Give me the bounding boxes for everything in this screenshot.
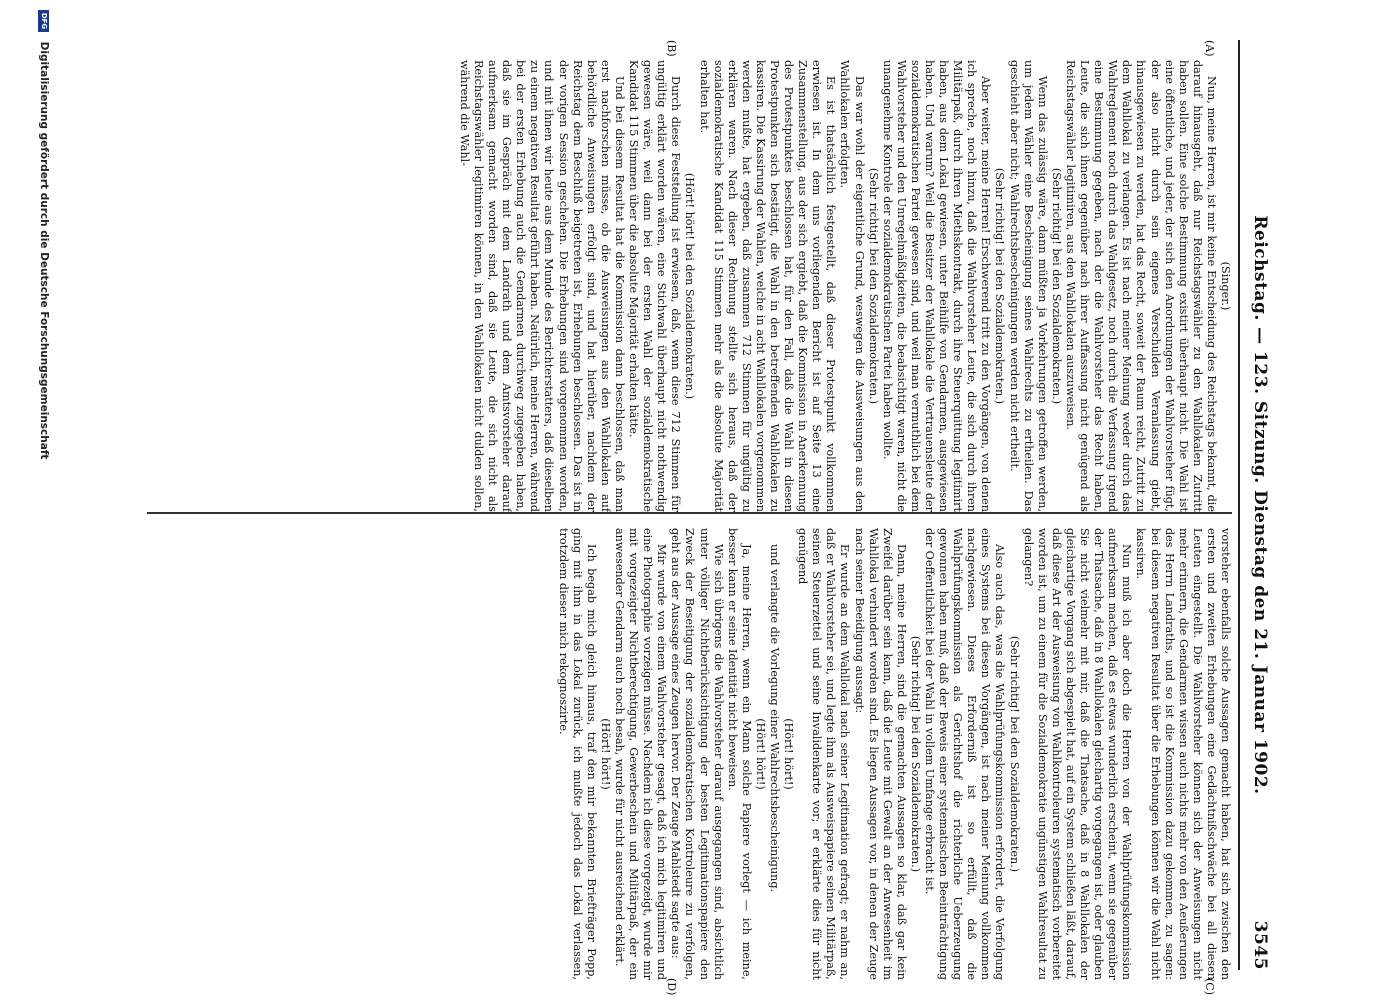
speaker-name: (Singer.): [1219, 261, 1232, 311]
paragraph: Dann, meine Herren, sind die gemachten Aussagen so klar, daß gar kein Zweifel darüber sein kann, daß die Leute mit Gewalt an der Anwesenheit im Wahllokal verhindert worden sind. Es liegen Aussagen vor, in denen der Zeuge nach seiner Beeidigung aussagt:: [852, 528, 908, 980]
margin-marker-a: (A): [1203, 40, 1216, 57]
quoted-testimony: und verlangte die Vorlegung einer Wahlrechtsbescheinigung.: [768, 544, 781, 893]
quoted-testimony: Er wurde an dem Wahllokal nach seiner Legitimation gefragt; er nahm an, daß er Wahlvorsteher sei, und legte ihm als Ausweispapiere seinen Militärpaß, seinen Steuerzettel und seine Invalidenkarte vor; er erklärte dies für nicht genügend: [796, 528, 852, 980]
paragraph: Ja, meine Herren, wenn ein Mann solche Papiere vorlegt — ich meine, besser kann er seine Identität nicht beweisen.: [725, 528, 753, 980]
digitization-footer: [30, 10, 50, 995]
quoted-testimony: Mir wurde von einem Wahlvorsteher gesagt, daß ich mich legitimiren und eine Photographie vorzeigen müsse. Nachdem ich diese vorgezeigt, wurde mir mit vorgezeigter Nichtberechtigung, Gewerbeschein und Militärpaß, der ein anwesender Gendarm auch noch besah, wurde für nicht ausreichend erklärt.: [612, 528, 669, 980]
paragraph: Also auch das, was die Wahlprüfungskommission erfordert, die Verfolgung eines Systems bei diesen Vorgängen, ist nach meiner Meinung vollkommen nachgewiesen. Dieses Erforderniß ist so erfüllt, daß die Wahlprüfungskommission als Gerichtshof die richterliche Ueberzeugung gewonnen haben muß, daß der Beweis einer systematischen Beeinträchtigung der Oeffentlichkeit bei der Wahl in vollem Umfange erbracht ist.: [923, 528, 1007, 980]
paragraph: Wenn das zulässig wäre, dann müßten ja Vorkehrungen getroffen werden, um jedem Wähler eine Bescheinigung seines Wahlrechts zu ertheilen. Das geschieht aber nicht; Wahlrechtsbescheinigungen werden nicht ertheilt.: [1007, 60, 1049, 512]
interjection: (Hört! hört!): [782, 718, 796, 790]
running-title: Reichstag. — 123. Sitzung. Dienstag den 21. Januar 1902.: [1250, 215, 1270, 795]
paragraph: Und bei diesem Resultat hat die Kommission dann beschlossen, daß man erst nachforschen müsse, ob die Ausweisungen aus den Wahllokalen auf behördliche Anweisungen erfolgt sind, und hat hierüber, nachdem der Reichstag dem Beschluß beigetreten ist, Erhebungen beschlossen. Das ist in der vorigen Session geschehen. Die Erhebungen sind vorgenommen worden, und mit ihnen wir heute aus dem Munde des Berichterstatters, daß dieselben zu einem negativen Resultat geführt haben. Natürlich, meine Herren, während bei der ersten Erhebung auch die Gendarmen durchweg zugegeben haben, daß sie im Gespräch mit dem Landrath und dem Amtsvorsteher darauf aufmerksam gemacht worden sind, daß sie Leute, die sich nicht als Reichstagswähler legitimiren können, in den Wahllokalen nicht dulden sollen, während die Wahl-: [457, 60, 626, 512]
right-column: [556, 528, 1233, 980]
interjection: (Sehr richtig! bei den Sozialdemokraten.): [908, 635, 922, 873]
interjection: (Hört! hört!): [753, 718, 767, 790]
interjection: (Sehr richtig! bei den Sozialdemokraten.): [1007, 635, 1021, 873]
margin-marker-b: (B): [665, 40, 678, 57]
column-divider: [147, 512, 1232, 514]
paragraph: Es ist thatsächlich festgestellt, daß dieser Protestpunkt vollkommen erwiesen ist. In dem uns vorliegenden Bericht ist auf Seite 13 eine Zusammenstellung, aus der sich ergiebt, daß die Kommission in Anerkennung des Protestpunktes beschlossen hat, für den Fall, daß die Wahl in diesen Protestpunkten sich bestätigt, die Wahl in den betreffenden Wahllokalen zu kassiren. Die Kassirung der Wahlen, welche in acht Wahllokalen vorgenommen werden mußte, hat ergeben, daß zusammen 712 Stimmen für ungültig zu erklären waren. Nach dieser Rechnung stellte sich heraus, daß der sozialdemokratische Kandidat 115 Stimmen mehr als die absolute Majorität erhalten hat.: [697, 60, 838, 512]
interjection: (Sehr richtig! bei den Sozialdemokraten.): [993, 167, 1007, 405]
margin-marker-c: (C): [1203, 978, 1216, 995]
paragraph: vorsteher ebenfalls solche Aussagen gemacht haben, hat sich zwischen den ersten und zweiten Erhebungen eine Gedächtnißschwäche bei all diesen Leuten eingestellt. Die Wahlvorsteher können sich der Anweisungen nicht mehr erinnern, die Gendarmen wissen auch nichts mehr von den Aeußerungen des Herrn Landraths, und so ist die Kommission dazu gekommen, zu sagen: bei diesem negativen Resultat über die Erhebungen können wir die Wahl nicht kassiren.: [1134, 528, 1232, 980]
left-column: [457, 60, 1232, 512]
page-header: [1242, 40, 1276, 970]
interjection: (Sehr richtig! bei den Sozialdemokraten.): [1049, 167, 1063, 405]
interjection: (Sehr richtig! bei den Sozialdemokraten.): [866, 167, 880, 405]
quoted-testimony: Ich begab mich gleich hinaus, traf den mir bekannten Briefträger Popp, ging mit ihm in das Lokal zurück, ich mußte jedoch das Lokal verlassen, trotzdem dieser mich rekognoszirte.: [556, 528, 598, 980]
margin-marker-d: (D): [665, 978, 678, 996]
funding-credit: Digitalisierung gefördert durch die Deutsche Forschungsgemeinschaft: [38, 41, 50, 460]
dfg-logo: DFG: [39, 10, 50, 32]
document-page: [15, 0, 1290, 1000]
paragraph: Wie sich übrigens die Wahlvorsteher darauf ausgegangen sind, absichtlich unter völliger Nichtberücksichtigung der besten Legitimationspapiere den Zweck der Beseitigung der sozialdemokratischen Kontroleure zu verfolgen, geht aus der Aussage eines Zeugen hervor. Der Zeuge Mahlstedt sagte aus:: [669, 528, 725, 980]
paragraph: Aber weiter, meine Herren! Erschwerend tritt zu den Vorgängen, von denen ich spreche, noch hinzu, daß die Wahlvorsteher Leute, die sich durch ihren Militärpaß, durch ihren Miethskontrakt, durch ihre Steuerquittung legitimirt haben, aus dem Lokal gewiesen, unter Beihilfe von Gendarmen, ausgewiesen haben. Und warum? Weil die Besitzer der Wahllokale die Vertrauensleute der sozialdemokratischen Partei gewesen sind, und weil man vermuthlich bei dem Wahlvorsteher und den Unregelmäßigkeiten, die beabsichtigt waren, nicht die unangenehme Kontrole der sozialdemokratischen Partei haben wollte.: [880, 60, 993, 512]
paragraph: Nun, meine Herren, ist mir keine Entscheidung des Reichstags bekannt, die darauf hinausgeht, daß nur Reichstagswähler zu den Wahllokalen Zutritt haben sollen. Eine solche Bestimmung existirt überhaupt nicht. Die Wahl ist eine öffentliche, und jeder, der sich den Anordnungen der Wahlvorsteher fügt, der also nicht durch sein eigenes Verschulden Veranlassung giebt, hinausgewiesen zu werden, hat das Recht, soweit der Raum reicht, Zutritt zu dem Wahllokal zu verlangen. Es ist nach meiner Meinung weder durch das Wahlreglement noch durch das Wahlgesetz, noch durch die Verfassung irgend eine Bestimmung gegeben, nach der die Wahlvorsteher das Recht haben, Leute, die sich ihnen gegenüber nach ihrer Auffassung nicht genügend als Reichstagswähler legitimiren, aus den Wahllokalen auszuweisen.: [1063, 60, 1218, 512]
interjection: (Hört! hört! bei den Sozialdemokraten.): [683, 172, 697, 400]
paragraph: Nun muß ich aber doch die Herren von der Wahlprüfungskommission aufmerksam machen, daß es etwas wunderlich erscheint, wenn sie gegenüber der Thatsache, daß in 8 Wahllokalen gleichartig vorgegangen ist, oder glauben Sie nicht vielmehr mit mir, daß die Thatsache, daß in 8 Wahllokalen der gleichartige Vorgang sich abgespielt hat, auf ein System schließen läßt, darauf, daß diese Art der Ausweisung von Wahlkontroleuren systematisch vorbereitet worden ist, um zu einem für die Sozialdemokratie ungünstigen Wahlresultat zu gelangen?: [1021, 528, 1134, 980]
paragraph: Das war wohl der eigentliche Grund, weswegen die Ausweisungen aus den Wahllokalen erfolgten.: [838, 60, 866, 512]
interjection: (Hört! hört!): [598, 718, 612, 790]
header-rule: [1238, 40, 1240, 970]
paragraph: Durch diese Feststellung ist erwiesen, daß, wenn diese 712 Stimmen für ungültig erklärt worden wären, eine Stichwahl überhaupt nicht nothwendig gewesen wäre, weil dann bei der ersten Wahl der sozialdemokratische Kandidat 115 Stimmen über die absolute Majorität erhalten hätte.: [627, 60, 683, 512]
page-number: 3545: [1250, 920, 1270, 970]
